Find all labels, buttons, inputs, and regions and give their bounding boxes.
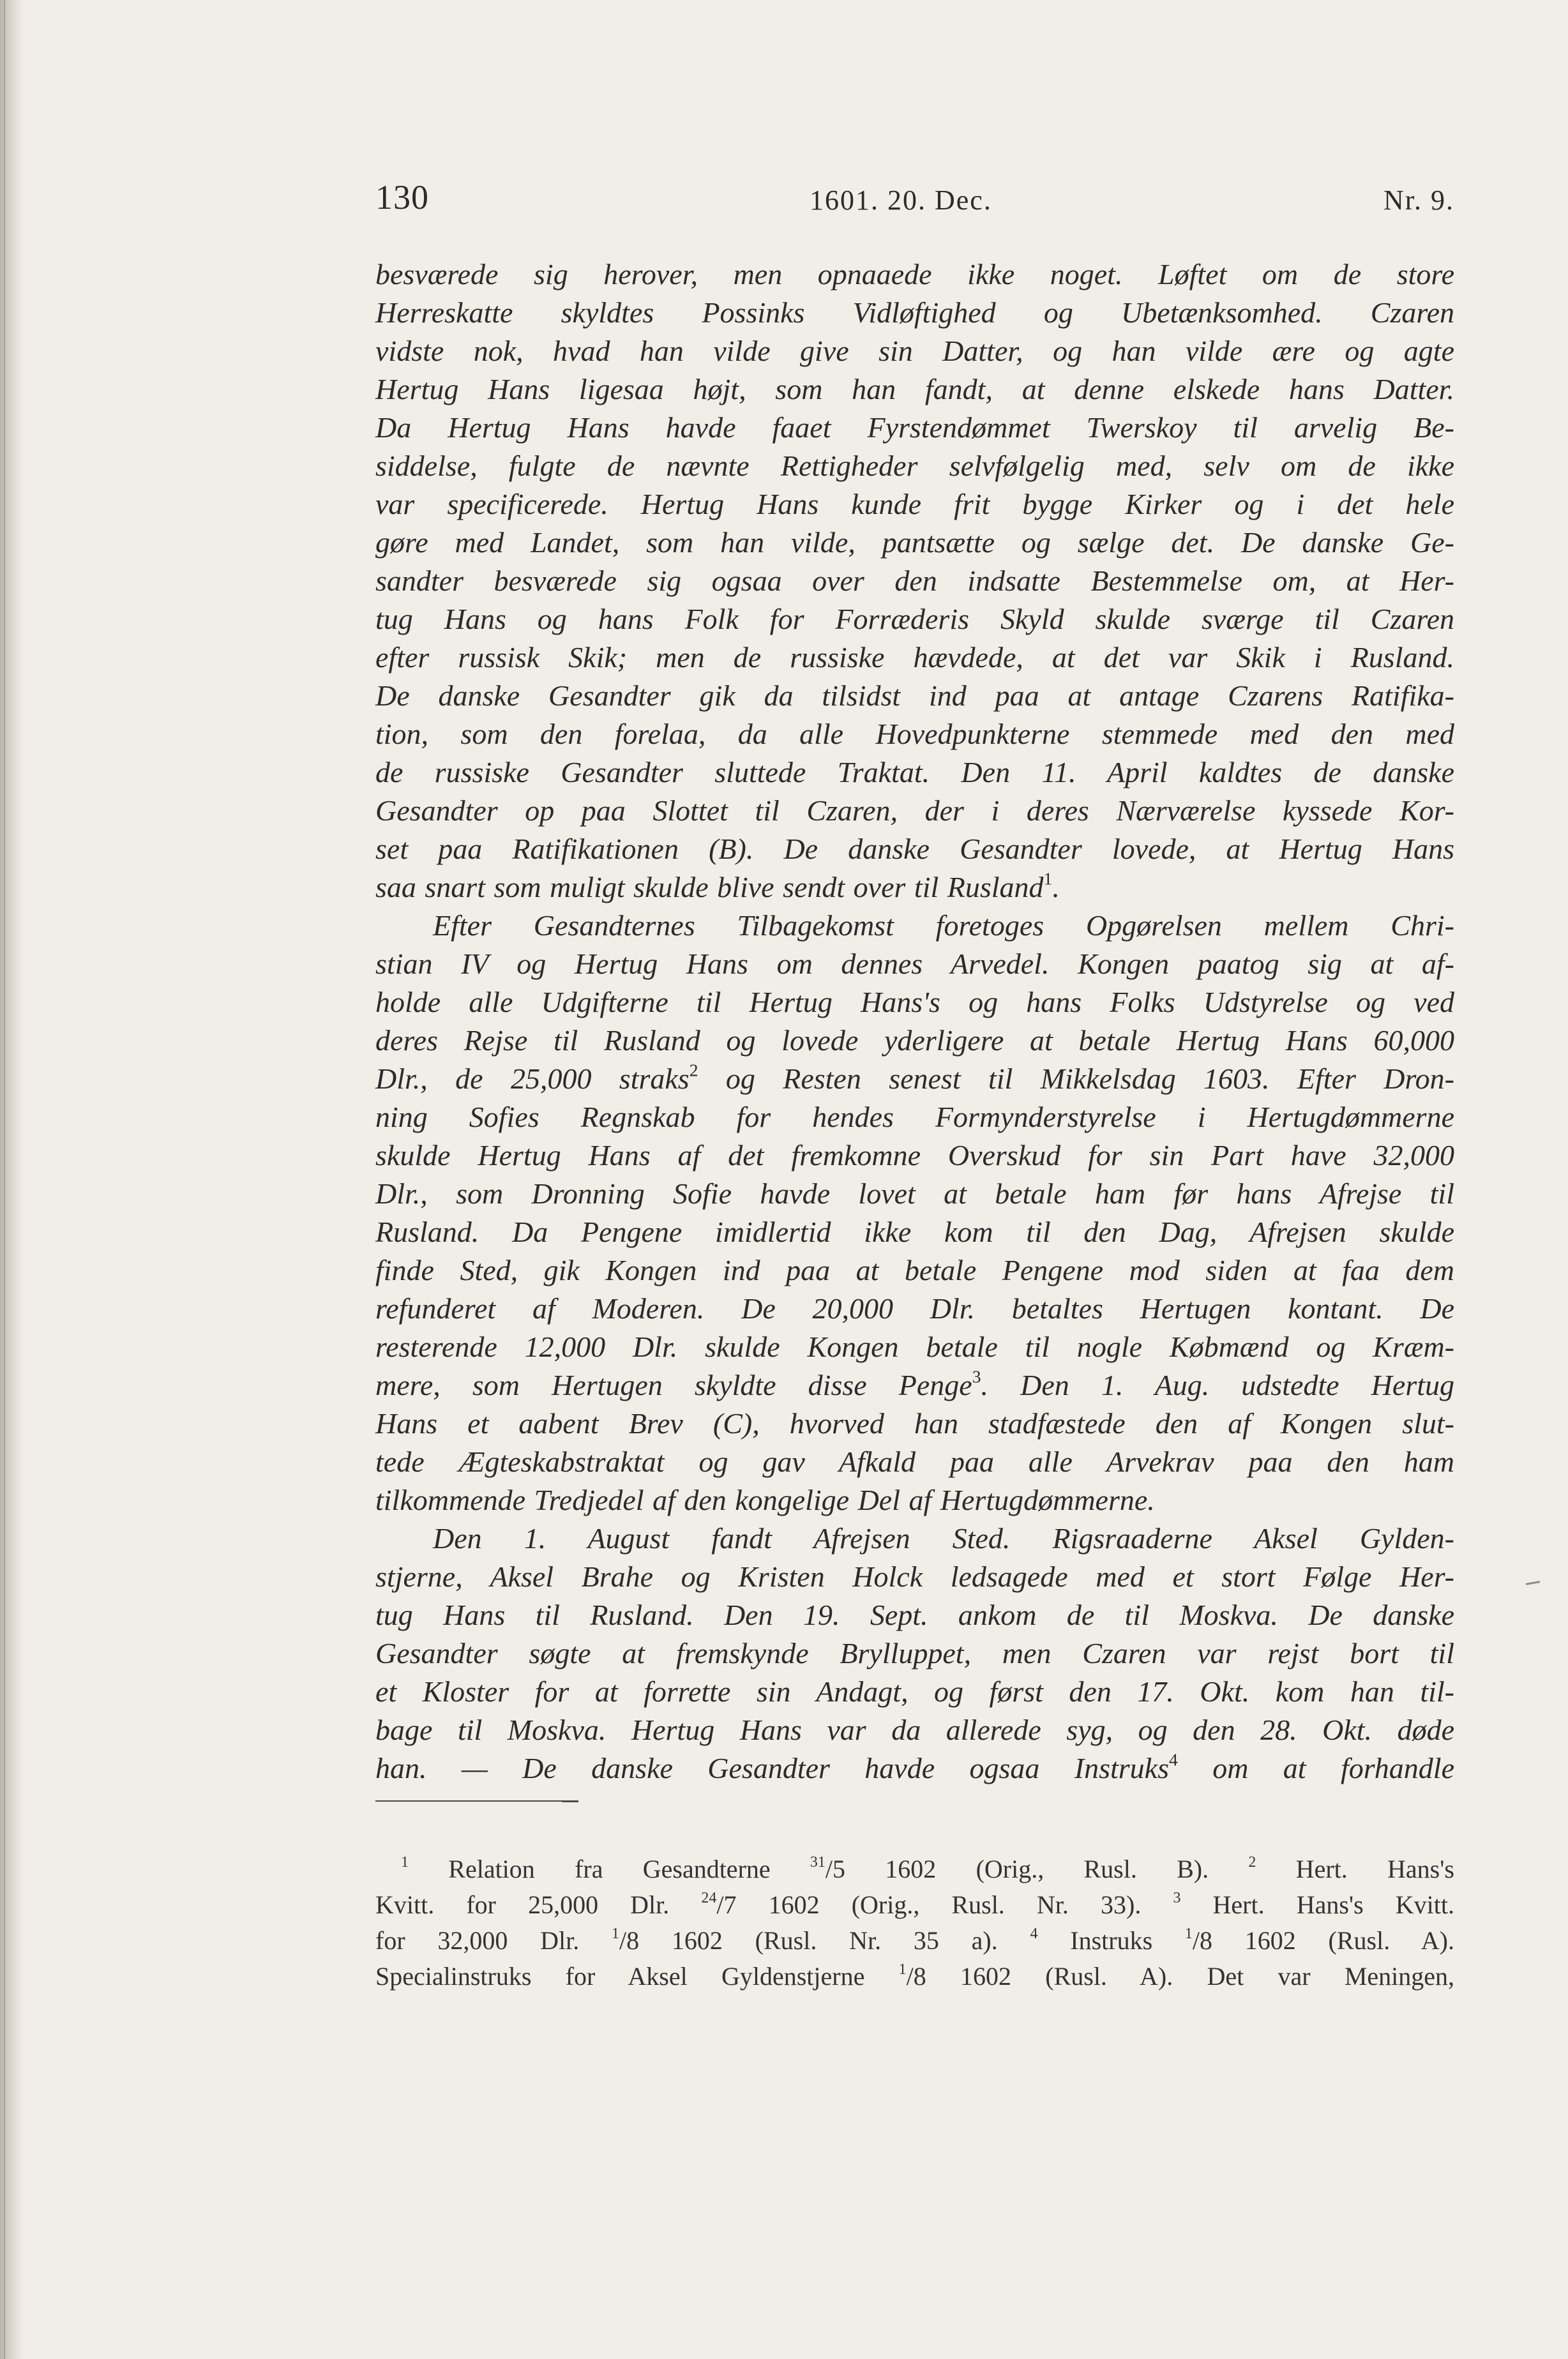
text-line bbox=[375, 1519, 1454, 1558]
footnote-line bbox=[375, 1887, 1454, 1923]
text-line-content: Gesandter søgte at fremskynde Brylluppet, men Czaren var rejst bort til bbox=[375, 1637, 1454, 1669]
text-line-content: efter russisk Skik; men de russiske hævdede, at det var Skik i Rusland. bbox=[375, 641, 1454, 674]
text-line bbox=[375, 562, 1454, 600]
header-issue-number: Nr. 9. bbox=[1383, 185, 1454, 216]
text-line-content: skulde Hertug Hans af det fremkomne Overskud for sin Part have 32,000 bbox=[375, 1139, 1454, 1172]
footnote-text: Hert. Hans's Kvitt. bbox=[1180, 1890, 1455, 1919]
footnote-text: Hert. Hans's bbox=[1256, 1855, 1455, 1883]
text-line-content: Dlr., de 25,000 straks bbox=[375, 1062, 690, 1095]
footnote-line bbox=[375, 1959, 1454, 1994]
footnote-text: Specialinstruks for Aksel Gyldenstjerne bbox=[375, 1962, 899, 1991]
footnote-superscript: 1 bbox=[898, 1961, 907, 1978]
text-line-content: finde Sted, gik Kongen ind paa at betale Pengene mod siden at faa dem bbox=[375, 1254, 1454, 1286]
footnote-superscript: 4 bbox=[1030, 1926, 1038, 1943]
footnote-ref: 3 bbox=[972, 1366, 981, 1387]
text-line bbox=[375, 1481, 1454, 1519]
text-line bbox=[375, 638, 1454, 677]
text-line bbox=[375, 1596, 1454, 1634]
text-line bbox=[375, 485, 1454, 524]
text-line bbox=[375, 370, 1454, 409]
footnote-text: Instruks bbox=[1037, 1926, 1185, 1955]
text-line-content: Den 1. August fandt Afrejsen Sted. Rigsraaderne Aksel Gylden- bbox=[433, 1522, 1454, 1555]
text-line-content: Herreskatte skyldtes Possinks Vidløftighed og Ubetænksomhed. Czaren bbox=[375, 296, 1454, 329]
text-line bbox=[375, 332, 1454, 370]
footnote-separator bbox=[375, 1800, 578, 1802]
text-line-content: Da Hertug Hans havde faaet Fyrstendømmet Twerskoy til arvelig Be- bbox=[375, 411, 1454, 444]
text-line-content: Dlr., som Dronning Sofie havde lovet at betale ham før hans Afrejse til bbox=[375, 1177, 1454, 1210]
text-line-content: saa snart som muligt skulde blive sendt over til Rusland bbox=[375, 871, 1044, 903]
footnote-text: /5 1602 (Orig., Rusl. B). bbox=[825, 1855, 1249, 1883]
text-line-continuation: . bbox=[1052, 871, 1060, 903]
binding-edge bbox=[4, 0, 5, 2359]
text-line bbox=[375, 1673, 1454, 1711]
text-line bbox=[375, 983, 1454, 1021]
footnote-text: /8 1602 (Rusl. A). bbox=[1192, 1926, 1455, 1955]
header-date: 1601. 20. Dec. bbox=[810, 185, 992, 216]
text-line bbox=[375, 1328, 1454, 1366]
text-line bbox=[375, 1213, 1454, 1251]
footnote-line bbox=[375, 1851, 1454, 1887]
footnote-superscript: 1 bbox=[1184, 1926, 1193, 1943]
text-line bbox=[375, 1136, 1454, 1175]
text-line-content: tion, som den forelaa, da alle Hovedpunkterne stemmede med den med bbox=[375, 718, 1454, 750]
text-line-content: refunderet af Moderen. De 20,000 Dlr. betaltes Hertugen kontant. De bbox=[375, 1292, 1454, 1325]
text-line bbox=[375, 1558, 1454, 1596]
text-line-content: de russiske Gesandter sluttede Traktat. Den 11. April kaldtes de danske bbox=[375, 756, 1454, 788]
footnote-line bbox=[375, 1923, 1454, 1959]
footnotes bbox=[375, 1851, 1454, 1994]
text-line-content: gøre med Landet, som han vilde, pantsætte og sælge det. De danske Ge- bbox=[375, 526, 1454, 559]
footnote-text: Kvitt. for 25,000 Dlr. bbox=[375, 1890, 702, 1919]
text-line-content: Rusland. Da Pengene imidlertid ikke kom til den Dag, Afrejsen skulde bbox=[375, 1216, 1454, 1248]
text-line bbox=[375, 1443, 1454, 1481]
footnote-separator-tick bbox=[562, 1801, 578, 1802]
footnote-text: Relation fra Gesandterne bbox=[409, 1855, 810, 1883]
page-number: 130 bbox=[375, 178, 429, 216]
text-line bbox=[375, 907, 1454, 945]
text-line-content: Gesandter op paa Slottet til Czaren, der i deres Nærværelse kyssede Kor- bbox=[375, 794, 1454, 827]
text-line-content: tug Hans og hans Folk for Forræderis Skyld skulde sværge til Czaren bbox=[375, 603, 1454, 635]
footnote-text: /7 1602 (Orig., Rusl. Nr. 33). bbox=[716, 1890, 1173, 1919]
text-line-continuation: og Resten senest til Mikkelsdag 1603. Efter Dron- bbox=[698, 1062, 1454, 1095]
text-line-content: Hans et aabent Brev (C), hvorved han stadfæstede den af Kongen slut- bbox=[375, 1407, 1454, 1440]
margin-mark bbox=[1526, 1581, 1540, 1585]
text-line-content: Hertug Hans ligesaa højt, som han fandt, at denne elskede hans Datter. bbox=[375, 373, 1454, 405]
text-line-content: sandter besværede sig ogsaa over den indsatte Bestemmelse om, at Her- bbox=[375, 564, 1454, 597]
footnote-ref: 4 bbox=[1169, 1749, 1178, 1770]
footnote-superscript: 2 bbox=[1248, 1854, 1256, 1871]
text-line bbox=[375, 792, 1454, 830]
text-line-content: siddelse, fulgte de nævnte Rettigheder selvfølgelig med, selv om de ikke bbox=[375, 449, 1454, 482]
text-line-content: bage til Moskva. Hertug Hans var da allerede syg, og den 28. Okt. døde bbox=[375, 1714, 1454, 1746]
text-line-content: besværede sig herover, men opnaaede ikke noget. Løftet om de store bbox=[375, 258, 1454, 290]
text-line bbox=[375, 600, 1454, 638]
footnote-ref: 2 bbox=[689, 1060, 698, 1080]
footnote-superscript: 31 bbox=[810, 1854, 825, 1871]
text-line-content: De danske Gesandter gik da tilsidst ind paa at antage Czarens Ratifika- bbox=[375, 679, 1454, 712]
text-line bbox=[375, 1021, 1454, 1060]
text-line-content: set paa Ratifikationen (B). De danske Gesandter lovede, at Hertug Hans bbox=[375, 833, 1454, 865]
text-line bbox=[375, 1290, 1454, 1328]
footnote-text: for 32,000 Dlr. bbox=[375, 1926, 612, 1955]
text-line bbox=[375, 945, 1454, 983]
text-line-content: et Kloster for at forrette sin Andagt, og først den 17. Okt. kom han til- bbox=[375, 1675, 1454, 1708]
text-line-continuation: om at forhandle bbox=[1177, 1752, 1454, 1784]
text-line bbox=[375, 753, 1454, 792]
text-line-content: holde alle Udgifterne til Hertug Hans's og hans Folks Udstyrelse og ved bbox=[375, 986, 1454, 1018]
text-line bbox=[375, 715, 1454, 753]
text-line bbox=[375, 1060, 1454, 1098]
text-line bbox=[375, 868, 1454, 907]
text-line-content: resterende 12,000 Dlr. skulde Kongen betale til nogle Købmænd og Kræm- bbox=[375, 1330, 1454, 1363]
footnote-superscript: 1 bbox=[612, 1926, 620, 1943]
text-line-content: stian IV og Hertug Hans om dennes Arvedel. Kongen paatog sig at af- bbox=[375, 947, 1454, 980]
running-header bbox=[375, 177, 1454, 222]
text-line bbox=[375, 409, 1454, 447]
text-line bbox=[375, 255, 1454, 294]
text-line bbox=[375, 1366, 1454, 1405]
text-line-content: var specificerede. Hertug Hans kunde frit bygge Kirker og i det hele bbox=[375, 488, 1454, 520]
text-line-content: mere, som Hertugen skyldte disse Penge bbox=[375, 1369, 972, 1401]
text-line bbox=[375, 677, 1454, 715]
text-line-content: ning Sofies Regnskab for hendes Formynderstyrelse i Hertugdømmerne bbox=[375, 1101, 1454, 1133]
text-line bbox=[375, 1405, 1454, 1443]
text-line bbox=[375, 1098, 1454, 1136]
text-line-content: han. — De danske Gesandter havde ogsaa Instruks bbox=[375, 1752, 1170, 1784]
text-line bbox=[375, 524, 1454, 562]
text-line-content: Efter Gesandternes Tilbagekomst foretoges Opgørelsen mellem Chri- bbox=[433, 909, 1454, 942]
footnote-superscript: 24 bbox=[701, 1890, 717, 1907]
text-line-content: tug Hans til Rusland. Den 19. Sept. ankom de til Moskva. De danske bbox=[375, 1599, 1454, 1631]
text-line-content: vidste nok, hvad han vilde give sin Datter, og han vilde ære og agte bbox=[375, 335, 1454, 367]
text-line bbox=[375, 294, 1454, 332]
footnote-text: /8 1602 (Rusl. A). Det var Meningen, bbox=[906, 1962, 1455, 1991]
text-line-content: tede Ægteskabstraktat og gav Afkald paa alle Arvekrav paa den ham bbox=[375, 1445, 1454, 1478]
footnote-text: /8 1602 (Rusl. Nr. 35 a). bbox=[619, 1926, 1030, 1955]
text-line bbox=[375, 1175, 1454, 1213]
footnote-ref: 1 bbox=[1043, 868, 1053, 889]
text-line bbox=[375, 1634, 1454, 1673]
body-text bbox=[375, 255, 1454, 1788]
footnote-superscript: 1 bbox=[401, 1854, 409, 1871]
text-line-content: deres Rejse til Rusland og lovede yderligere at betale Hertug Hans 60,000 bbox=[375, 1024, 1454, 1057]
text-line bbox=[375, 1251, 1454, 1290]
text-line-content: tilkommende Tredjedel af den kongelige Del af Hertugdømmerne. bbox=[375, 1484, 1155, 1516]
text-line-content: stjerne, Aksel Brahe og Kristen Holck ledsagede med et stort Følge Her- bbox=[375, 1560, 1454, 1593]
text-line bbox=[375, 830, 1454, 868]
text-line bbox=[375, 1711, 1454, 1749]
text-line bbox=[375, 447, 1454, 485]
text-line-continuation: . Den 1. Aug. udstedte Hertug bbox=[981, 1369, 1454, 1401]
footnote-superscript: 3 bbox=[1173, 1890, 1181, 1907]
text-line bbox=[375, 1749, 1454, 1788]
